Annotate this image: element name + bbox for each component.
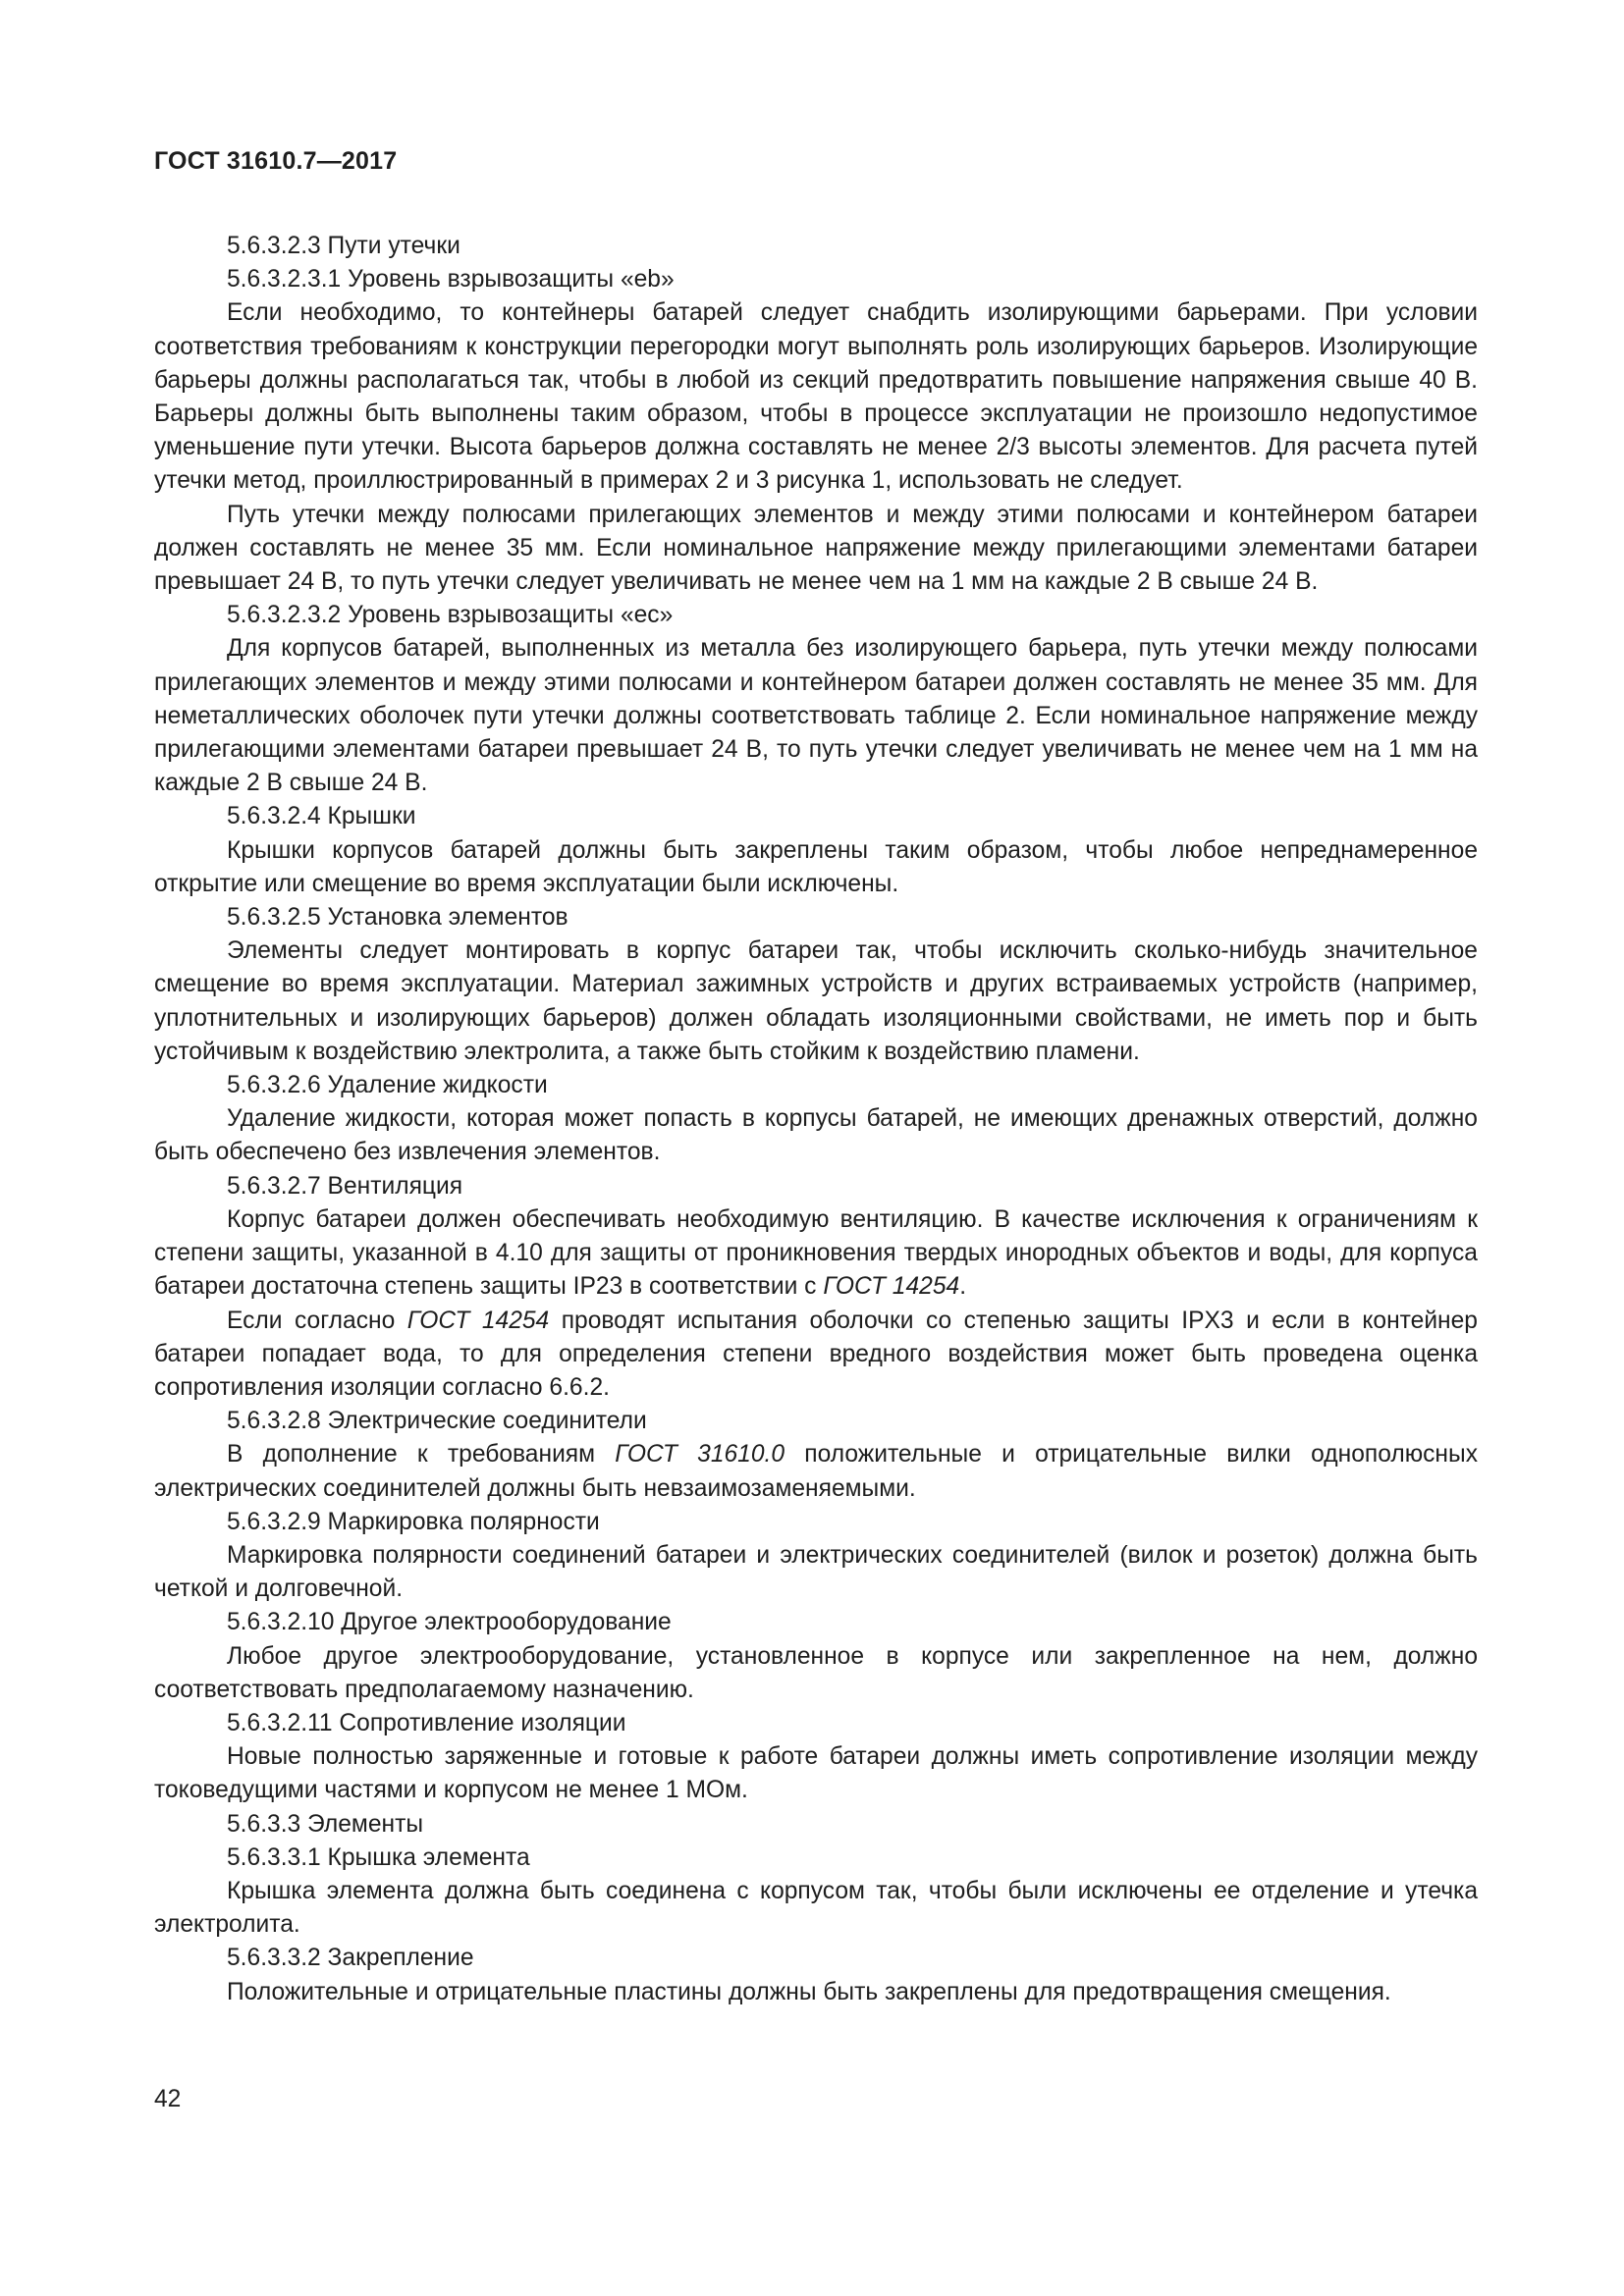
section-heading: 5.6.3.2.4 Крышки xyxy=(227,803,416,830)
paragraph-text: Если согласно xyxy=(227,1307,407,1334)
paragraph: Любое другое электрооборудование, установленное в корпусе или закрепленное на нем, должно соответствовать предполагаемому назначению. xyxy=(154,1642,1478,1703)
paragraph: Крышки корпусов батарей должны быть закреплены таким образом, чтобы любое непреднамеренное открытие или смещение во время эксплуатации были исключены. xyxy=(154,836,1478,897)
paragraph: Если необходимо, то контейнеры батарей следует снабдить изолирующими барьерами. При условии соответствия требованиям к конструкции перегородки могут выполнять роль изолирующих барьеров. Изолирующие барьеры должны располагаться так, чтобы в любой из секций предотвратить повышение напряжения свыше 40 В. Барьеры должны быть выполнены таким образом, чтобы в процессе эксплуатации не произошло недопустимое уменьшение пути утечки. Высота барьеров должна составлять не менее 2/3 высоты элементов. Для расчета путей утечки метод, проиллюстрированный в примерах 2 и 3 рисунка 1, использовать не следует. xyxy=(154,299,1478,495)
section-heading: 5.6.3.2.11 Сопротивление изоляции xyxy=(227,1709,626,1736)
section-heading: 5.6.3.3.2 Закрепление xyxy=(227,1945,474,1972)
paragraph: Крышка элемента должна быть соединена с корпусом так, чтобы были исключены ее отделение и утечка электролита. xyxy=(154,1877,1478,1939)
section-heading: 5.6.3.2.7 Вентиляция xyxy=(227,1172,463,1200)
section-heading: 5.6.3.2.3.2 Уровень взрывозащиты «ec» xyxy=(227,602,674,629)
section-heading: 5.6.3.2.6 Удаление жидкости xyxy=(227,1072,548,1099)
paragraph-text: проводят испытания оболочки со степенью защиты IPX3 и если в контейнер батареи попадает вода, то для определения степени вредного воздействия может быть проведена оценка сопротивления изоляции согласно 6.6.2. xyxy=(154,1307,1478,1401)
document-body xyxy=(154,230,1478,2009)
paragraph: Путь утечки между полюсами прилегающих элементов и между этими полюсами и контейнером батареи должен составлять не менее 35 мм. Если номинальное напряжение между прилегающими элементами батареи превышает 24 В, то путь утечки следует увеличивать не менее чем на 1 мм на каждые 2 В свыше 24 В. xyxy=(154,501,1478,596)
section-heading: 5.6.3.2.3.1 Уровень взрывозащиты «eb» xyxy=(227,266,675,294)
paragraph: Маркировка полярности соединений батареи и электрических соединителей (вилок и розеток) должна быть четкой и долговечной. xyxy=(154,1541,1478,1603)
paragraph-text: В дополнение к требованиям xyxy=(227,1441,616,1468)
standard-reference: ГОСТ 14254 xyxy=(406,1307,550,1334)
paragraph xyxy=(154,1438,1478,1505)
section-heading: 5.6.3.2.3 Пути утечки xyxy=(227,233,460,259)
standard-reference: ГОСТ 14254 xyxy=(823,1273,960,1301)
standard-reference: ГОСТ 31610.0 xyxy=(615,1441,785,1468)
paragraph-text: . xyxy=(959,1273,967,1301)
section-heading: 5.6.3.2.9 Маркировка полярности xyxy=(227,1508,600,1535)
paragraph xyxy=(154,1305,1478,1406)
paragraph-text: Корпус батареи должен обеспечивать необходимую вентиляцию. В качестве исключения к ограничениям к степени защиты, указанной в 4.10 для защиты от проникновения твердых инородных объектов и воды, для корпуса батареи достаточна степень защиты IP23 в соответствии с xyxy=(154,1205,1478,1301)
paragraph: Для корпусов батарей, выполненных из металла без изолирующего барьера, путь утечки между полюсами прилегающих элементов и между этими полюсами и контейнером батареи должен составлять не менее 35 мм. Для неметаллических оболочек пути утечки должны соответствовать таблице 2. Если номинальное напряжение между прилегающими элементами батареи превышает 24 В, то путь утечки следует увеличивать не менее чем на 1 мм на каждые 2 В свыше 24 В. xyxy=(154,635,1478,797)
section-heading: 5.6.3.3 Элементы xyxy=(227,1810,424,1838)
section-heading: 5.6.3.3.1 Крышка элемента xyxy=(227,1843,530,1871)
paragraph: Элементы следует монтировать в корпус батареи так, чтобы исключить сколько-нибудь значительное смещение во время эксплуатации. Материал зажимных устройств и других встраиваемых устройств (например, уплотнительных и изолирующих барьеров) должен обладать изоляционными свойствами, не иметь пор и быть устойчивым к воздействию электролита, а также быть стойким к воздействию пламени. xyxy=(154,937,1478,1065)
paragraph xyxy=(154,1203,1478,1305)
page-number: 42 xyxy=(154,2086,182,2112)
document-header: ГОСТ 31610.7—2017 xyxy=(154,147,398,175)
section-heading: 5.6.3.2.10 Другое электрооборудование xyxy=(227,1609,672,1636)
section-heading: 5.6.3.2.8 Электрические соединители xyxy=(227,1408,647,1435)
paragraph: Положительные и отрицательные пластины должны быть закреплены для предотвращения смещения. xyxy=(227,1978,1391,2005)
paragraph: Новые полностью заряженные и готовые к работе батареи должны иметь сопротивление изоляции между токоведущими частями и корпусом не менее 1 МОм. xyxy=(154,1743,1478,1804)
section-heading: 5.6.3.2.5 Установка элементов xyxy=(227,904,568,932)
paragraph: Удаление жидкости, которая может попасть в корпусы батарей, не имеющих дренажных отверстий, должно быть обеспечено без извлечения элементов. xyxy=(154,1105,1478,1166)
paragraph-text: положительные и отрицательные вилки однополюсных электрических соединителей должны быть невзаимозаменяемыми. xyxy=(154,1441,1478,1502)
